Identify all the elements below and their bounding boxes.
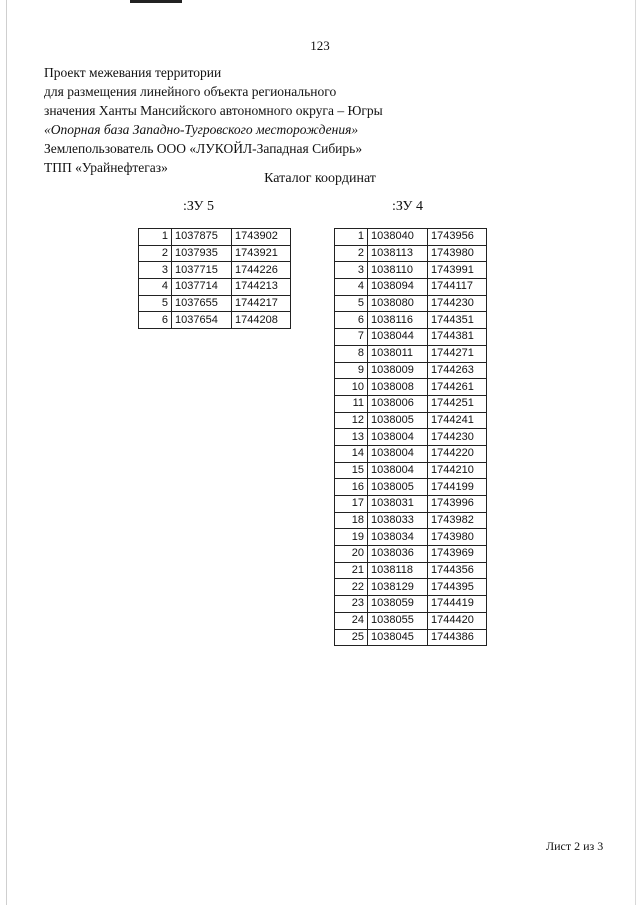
point-number-cell: 15 (335, 462, 368, 479)
x-coordinate-cell: 1037935 (172, 245, 232, 262)
y-coordinate-cell: 1744381 (428, 329, 487, 346)
x-coordinate-cell: 1037875 (172, 229, 232, 246)
x-coordinate-cell: 1038040 (368, 229, 428, 246)
x-coordinate-cell: 1038055 (368, 612, 428, 629)
header-line-4: «Опорная база Западно-Тугровского месторождения» (44, 122, 359, 137)
x-coordinate-cell: 1038004 (368, 429, 428, 446)
x-coordinate-cell: 1038008 (368, 379, 428, 396)
y-coordinate-cell: 1744356 (428, 562, 487, 579)
y-coordinate-cell: 1744210 (428, 462, 487, 479)
table-row (139, 279, 291, 296)
y-coordinate-cell: 1744199 (428, 479, 487, 496)
table-row (139, 295, 291, 312)
y-coordinate-cell: 1744230 (428, 295, 487, 312)
x-coordinate-cell: 1038118 (368, 562, 428, 579)
table-row (335, 529, 487, 546)
y-coordinate-cell: 1743991 (428, 262, 487, 279)
x-coordinate-cell: 1038113 (368, 245, 428, 262)
table-row (335, 512, 487, 529)
table-row (335, 596, 487, 613)
table-row (335, 546, 487, 563)
table-row (335, 329, 487, 346)
table-row (139, 229, 291, 246)
table-row (335, 462, 487, 479)
point-number-cell: 7 (335, 329, 368, 346)
point-number-cell: 18 (335, 512, 368, 529)
x-coordinate-cell: 1038045 (368, 629, 428, 646)
table-row (335, 629, 487, 646)
point-number-cell: 13 (335, 429, 368, 446)
header-line-5: Землепользователь ООО «ЛУКОЙЛ-Западная Сибирь» (44, 141, 363, 156)
catalog-title: Каталог координат (264, 171, 376, 186)
header-line-2: для размещения линейного объекта регионального (44, 84, 337, 99)
table-row (335, 295, 487, 312)
x-coordinate-cell: 1037655 (172, 295, 232, 312)
point-number-cell: 6 (139, 312, 172, 329)
x-coordinate-cell: 1038129 (368, 579, 428, 596)
x-coordinate-cell: 1038031 (368, 496, 428, 513)
point-number-cell: 11 (335, 395, 368, 412)
point-number-cell: 17 (335, 496, 368, 513)
y-coordinate-cell: 1743902 (232, 229, 291, 246)
y-coordinate-cell: 1744217 (232, 295, 291, 312)
table-row (139, 312, 291, 329)
point-number-cell: 24 (335, 612, 368, 629)
x-coordinate-cell: 1038116 (368, 312, 428, 329)
y-coordinate-cell: 1744226 (232, 262, 291, 279)
x-coordinate-cell: 1038094 (368, 279, 428, 296)
x-coordinate-cell: 1038034 (368, 529, 428, 546)
scan-mark (130, 0, 182, 3)
scan-edge-right (635, 0, 636, 905)
point-number-cell: 3 (335, 262, 368, 279)
table-row (335, 229, 487, 246)
sheet-info: Лист 2 из 3 (546, 839, 604, 853)
point-number-cell: 25 (335, 629, 368, 646)
table-row (335, 362, 487, 379)
point-number-cell: 1 (335, 229, 368, 246)
x-coordinate-cell: 1037715 (172, 262, 232, 279)
point-number-cell: 12 (335, 412, 368, 429)
point-number-cell: 10 (335, 379, 368, 396)
y-coordinate-cell: 1744420 (428, 612, 487, 629)
y-coordinate-cell: 1744263 (428, 362, 487, 379)
y-coordinate-cell: 1743996 (428, 496, 487, 513)
y-coordinate-cell: 1744419 (428, 596, 487, 613)
table-row (335, 379, 487, 396)
table-row (335, 345, 487, 362)
x-coordinate-cell: 1037714 (172, 279, 232, 296)
table-row (335, 245, 487, 262)
x-coordinate-cell: 1038080 (368, 295, 428, 312)
table-row (335, 429, 487, 446)
y-coordinate-cell: 1744208 (232, 312, 291, 329)
y-coordinate-cell: 1744230 (428, 429, 487, 446)
y-coordinate-cell: 1744220 (428, 445, 487, 462)
x-coordinate-cell: 1038004 (368, 462, 428, 479)
point-number-cell: 5 (335, 295, 368, 312)
point-number-cell: 8 (335, 345, 368, 362)
x-coordinate-cell: 1038059 (368, 596, 428, 613)
point-number-cell: 22 (335, 579, 368, 596)
table-row (139, 262, 291, 279)
y-coordinate-cell: 1743980 (428, 529, 487, 546)
scan-edge-left (6, 0, 7, 905)
y-coordinate-cell: 1743921 (232, 245, 291, 262)
table-row (335, 562, 487, 579)
point-number-cell: 2 (139, 245, 172, 262)
y-coordinate-cell: 1744213 (232, 279, 291, 296)
table-row (335, 496, 487, 513)
coordinates-table-zu5 (138, 228, 291, 329)
point-number-cell: 5 (139, 295, 172, 312)
table-label-zu4: :ЗУ 4 (392, 199, 423, 214)
x-coordinate-cell: 1038005 (368, 479, 428, 496)
point-number-cell: 4 (335, 279, 368, 296)
x-coordinate-cell: 1038006 (368, 395, 428, 412)
x-coordinate-cell: 1038009 (368, 362, 428, 379)
point-number-cell: 4 (139, 279, 172, 296)
x-coordinate-cell: 1038036 (368, 546, 428, 563)
y-coordinate-cell: 1743956 (428, 229, 487, 246)
y-coordinate-cell: 1744271 (428, 345, 487, 362)
point-number-cell: 2 (335, 245, 368, 262)
y-coordinate-cell: 1744351 (428, 312, 487, 329)
document-header (44, 63, 383, 177)
y-coordinate-cell: 1744251 (428, 395, 487, 412)
table-row (335, 312, 487, 329)
point-number-cell: 14 (335, 445, 368, 462)
table-row (335, 262, 487, 279)
point-number-cell: 6 (335, 312, 368, 329)
header-line-1: Проект межевания территории (44, 65, 222, 80)
table-row (335, 279, 487, 296)
table-row (335, 612, 487, 629)
y-coordinate-cell: 1743980 (428, 245, 487, 262)
table-row (335, 445, 487, 462)
point-number-cell: 21 (335, 562, 368, 579)
y-coordinate-cell: 1744395 (428, 579, 487, 596)
y-coordinate-cell: 1744241 (428, 412, 487, 429)
coordinates-table-zu4 (334, 228, 487, 646)
point-number-cell: 3 (139, 262, 172, 279)
table-row (335, 395, 487, 412)
page-number: 123 (310, 38, 330, 53)
x-coordinate-cell: 1037654 (172, 312, 232, 329)
header-line-6: ТПП «Урайнефтегаз» (44, 160, 168, 175)
point-number-cell: 19 (335, 529, 368, 546)
y-coordinate-cell: 1744117 (428, 279, 487, 296)
x-coordinate-cell: 1038033 (368, 512, 428, 529)
table-row (335, 479, 487, 496)
point-number-cell: 16 (335, 479, 368, 496)
point-number-cell: 23 (335, 596, 368, 613)
x-coordinate-cell: 1038005 (368, 412, 428, 429)
y-coordinate-cell: 1744386 (428, 629, 487, 646)
x-coordinate-cell: 1038011 (368, 345, 428, 362)
y-coordinate-cell: 1743982 (428, 512, 487, 529)
table-label-zu5: :ЗУ 5 (183, 199, 214, 214)
point-number-cell: 20 (335, 546, 368, 563)
point-number-cell: 1 (139, 229, 172, 246)
y-coordinate-cell: 1744261 (428, 379, 487, 396)
table-row (139, 245, 291, 262)
y-coordinate-cell: 1743969 (428, 546, 487, 563)
table-row (335, 412, 487, 429)
x-coordinate-cell: 1038004 (368, 445, 428, 462)
table-row (335, 579, 487, 596)
point-number-cell: 9 (335, 362, 368, 379)
header-line-3: значения Ханты Мансийского автономного округа – Югры (44, 103, 383, 118)
x-coordinate-cell: 1038110 (368, 262, 428, 279)
x-coordinate-cell: 1038044 (368, 329, 428, 346)
